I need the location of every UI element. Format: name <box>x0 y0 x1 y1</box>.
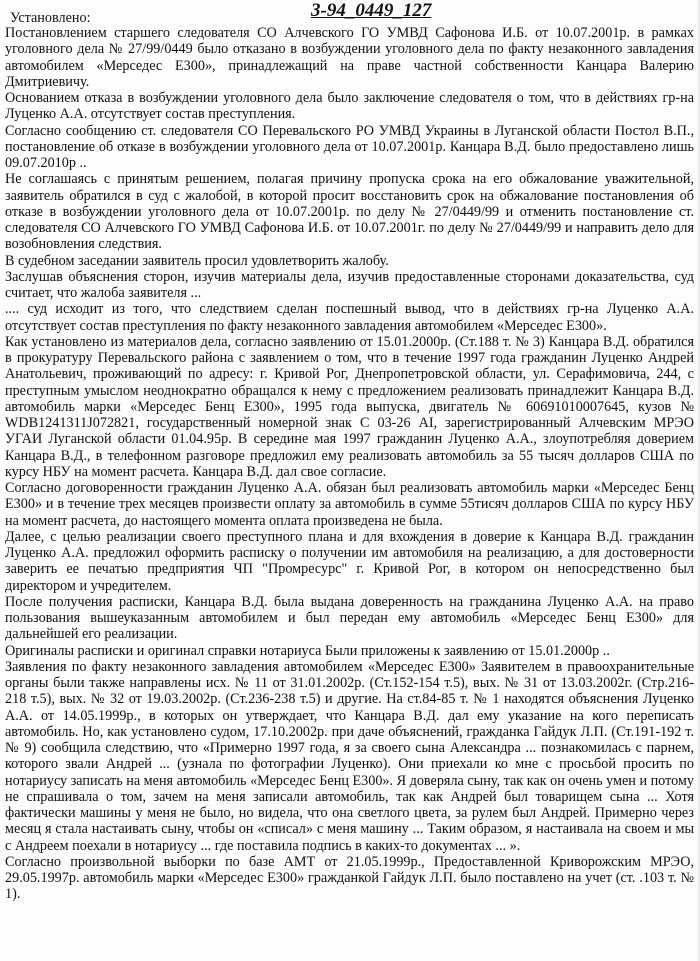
document-id: 3-94_0449_127 <box>311 0 432 21</box>
paragraph: Заявления по факту незаконного завладения автомобилем «Мерседес Е300» Заявителем в правоохранительные органы были также направлены исх. № 11 от 31.01.2002р. (Ст.152-154 т.5), вых. № 31 от 13.03.2002г. (Стр.216-218 т.5), вых. № 32 от 19.03.2002р. (Ст.236-238 т.5) и другие. На ст.84-85 т. № 1 находятся объяснения Луценко А.А. от 14.05.1999р., в которых он утверждает, что Канцара В.Д. дал ему указание на кого переписать автомобиль. Но, как установлено судом, 17.10.2002р. при даче объяснений, гражданка Гайдук Л.П. (Ст.191-192 т. № 9) сообщила следствию, что «Примерно 1997 года, я за своего сына Александра ... познакомилась с парнем, которого звали Андрей ... (узнала по фотографии Луценко). Они приехали ко мне с просьбой просить по нотариусу записать на меня автомобиль «Мерседес Бенц Е300». Я доверяла сыну, так как он очень умен и потому не спрашивала о том, зачем на меня записали автомобиль, так как Андрей был товарищем сына ... Хотя фактически машины у меня не было, но видела, что она светлого цвета, за рулем был Андрей. Примерно через месяц я стала настаивать сыну, чтобы он «списал» с меня машину ... Таким образом, я настаивала на своем и мы с Андреем поехали в нотариусу ... где поставила подпись в каких-то документах ... ». <box>5 658 694 854</box>
paragraph: В судебном заседании заявитель просил удовлетворить жалобу. <box>5 252 389 269</box>
paragraph: Как установлено из материалов дела, согласно заявлению от 15.01.2000р. (Ст.188 т. № 3) Канцара В.Д. обратился в прокуратуру Перевальского района с заявлением о том, что в течение 1997 года гражданин Луценко Андрей Анатольевич, проживающий по адресу: г. Кривой Рог, Днепропетровской области, ул. Серафимовича, 244, с преступным умыслом неоднократно обращался к нему с предложением реализовать принадлежит Канцара В.Д. автомобиль марки «Мерседес Бенц Е300», 1995 года выпуска, двигатель № 60691010007645, кузов № WDB1241311J072821, государственный номерной знак С 03-26 AI, зарегистрированный Алчевским МРЭО УГАИ Луганской области 01.04.95р. В середине мая 1997 гражданин Луценко А.А., злоупотребляя доверием Канцара В.Д., в телефонном разговоре предложил ему реализовать автомобиль за 55 тысяч долларов США по курсу НБУ на момент расчета. Канцара В.Д. дал свое согласие. <box>5 333 694 480</box>
paragraph: Заслушав объяснения сторон, изучив материалы дела, изучив предоставленные сторонами доказательства, суд считает, что жалоба заявителя ... <box>5 268 694 301</box>
paragraph: Не соглашаясь с принятым решением, полагая причину пропуска срока на его обжалование уважительной, заявитель обратился в суд с жалобой, в которой просит восстановить срок на обжалование постановления об отказе в возбуждении уголовного дела от 10.07.2001р. по делу № 27/0449/99 и отменить постановление ст. следователя СО Алчевского ГО УМВД Сафонова И.Б. от 10.07.2001г. по делу № 27/0449/99 и направить дело для возобновления следствия. <box>5 171 694 253</box>
paragraph: Далее, с целью реализации своего преступного плана и для вхождения в доверие к Канцара В.Д. гражданин Луценко А.А. предложил оформить расписку о получении им автомобиля на реализацию, а для достоверности заверить ее печатью предприятия ЧП "Промресурс" г. Кривой Рог, в котором он непосредственно был директором и учредителем. <box>5 528 694 594</box>
paragraph: Согласно сообщению ст. следователя СО Перевальского РО УМВД Украины в Луганской области Постол В.П., постановление об отказе в возбуждении уголовного дела от 10.07.2001р. Канцара В.Д. было предоставлено лишь 09.07.2010р .. <box>5 122 694 171</box>
paragraph: Оригиналы расписки и оригинал справки нотариуса Были приложены к заявлению от 15.01.2000р .. <box>5 642 610 659</box>
document-header <box>5 0 694 26</box>
paragraph: Согласно договоренности гражданин Луценко А.А. обязан был реализовать автомобиль марки «Мерседес Бенц Е300» и в течение трех месяцев произвести оплату за автомобиль в сумме 55тисяч долларов США по курсу НБУ на момент расчета, до настоящего момента оплата произведена не была. <box>5 480 694 529</box>
section-label: Установлено: <box>10 10 91 26</box>
paragraph: .... суд исходит из того, что следствием сделан поспешный вывод, что в действиях гр-на Луценко А.А. отсутствует состав преступления по факту незаконного завладения автомобилем «Мерседес Е300». <box>5 301 694 334</box>
paragraph: Постановлением старшего следователя СО Алчевского ГО УМВД Сафонова И.Б. от 10.07.2001р. в рамках уголовного дела № 27/99/0449 было отказано в возбуждении уголовного дела по факту незаконного завладения автомобилем «Мерседес Е300», принадлежащий на праве частной собственности Канцара Валерию Дмитриевичу. <box>5 25 694 90</box>
paragraph: Основанием отказа в возбуждении уголовного дела было заключение следователя о том, что в действиях гр-на Луценко А.А. отсутствует состав преступления. <box>5 90 694 123</box>
paragraph: После получения расписки, Канцара В.Д. была выдана доверенность на гражданина Луценко А.А. на право пользования вышеуказанным автомобилем и был передан ему автомобиль «Мерседес Бенц Е300» для дальнейшей его реализации. <box>5 593 694 643</box>
paragraph: Согласно произвольной выборки по базе АМТ от 21.05.1999р., Предоставленной Криворожским МРЭО, 29.05.1997р. автомобиль марки «Мерседес Е300» гражданкой Гайдук Л.П. было поставлено на учет (ст. .103 т. № 1). <box>5 853 694 903</box>
document-body <box>5 25 694 903</box>
scan-edge <box>696 0 700 961</box>
